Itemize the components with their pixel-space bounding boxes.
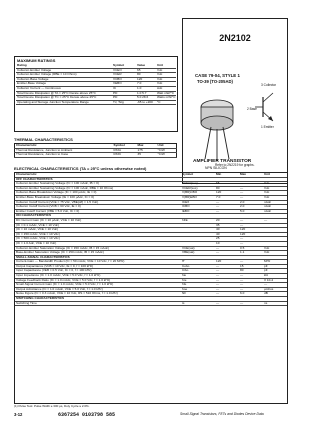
table-cell: Emitter-Base Voltage bbox=[16, 82, 112, 87]
column-header: Max bbox=[137, 144, 157, 149]
table-cell: — bbox=[239, 301, 263, 306]
table-cell: Noise Figure (IC = 0.3 mAdc, VCE = 10 Vdc, RS = 510 Ohms, f = 1.0 kHz) bbox=[15, 292, 181, 297]
table-cell: X 10-4 bbox=[263, 278, 287, 283]
table-cell: — bbox=[215, 269, 239, 274]
package-text: TO-39 (TO-205AD) bbox=[197, 79, 233, 84]
column-header: Rating bbox=[16, 64, 112, 68]
table-cell: — bbox=[215, 209, 239, 214]
table-cell: Collector Cutoff Current (VCE = 75 Vdc, VBE(off) = 1.5 Vdc) bbox=[15, 200, 181, 205]
table-cell: 80 bbox=[136, 73, 156, 78]
table-cell: Vdc bbox=[156, 82, 176, 87]
table-cell: 5.0 bbox=[239, 209, 263, 214]
table-cell: Vdc bbox=[263, 251, 287, 256]
table-cell: Input Impedance (IC = 1.0 mAdc, VCE = 5.0 Vdc, f = 1.0 kHz) bbox=[15, 274, 181, 279]
table-cell: 120 bbox=[136, 77, 156, 82]
table-cell: Vdc bbox=[263, 195, 287, 200]
table-cell: Collector-Base Breakdown Voltage (IC = 100 µAdc, IE = 0) bbox=[15, 191, 181, 196]
table-cell: 120 bbox=[215, 260, 239, 265]
table-cell: Current-Gain — Bandwidth Product (IC = 50 mAdc, VCE = 10 Vdc, f = 20 MHz) bbox=[15, 260, 181, 265]
table-cell: — bbox=[239, 223, 263, 228]
table-cell: — bbox=[215, 205, 239, 210]
column-header: Characteristic bbox=[15, 173, 181, 177]
table-cell: ns bbox=[263, 301, 287, 306]
table-cell: Cobo bbox=[181, 264, 215, 269]
table-cell: — bbox=[215, 287, 239, 292]
table-cell: Collector-Emitter Voltage (RBE = 10 Ohms) bbox=[16, 73, 112, 78]
table-cell: hfe bbox=[181, 283, 215, 288]
table-cell: DC Current Gain (IC = 10 µAdc, VCE = 10 Vdc) bbox=[15, 218, 181, 223]
table-cell: PD bbox=[112, 91, 136, 96]
table-cell: VCBO bbox=[112, 77, 136, 82]
case-text: CASE 79-04, STYLE 1 bbox=[195, 73, 240, 78]
table-cell: 1.0 bbox=[136, 86, 156, 91]
elec-table-box bbox=[14, 172, 288, 404]
table-cell: RθJA bbox=[113, 148, 137, 153]
table-cell: Total Device Dissipation @ TC = 25°C Derate above 25°C bbox=[16, 96, 112, 101]
table-cell: 5.0 28.6 bbox=[136, 96, 156, 101]
table-cell: — bbox=[239, 182, 263, 187]
table-cell: 65 bbox=[136, 68, 156, 73]
table-cell: V(BR)EBO bbox=[181, 195, 215, 200]
table-cell: (IC = 0.1 mAdc, VCE = 10 Vdc) bbox=[15, 223, 181, 228]
table-cell: Collector-Base Voltage bbox=[16, 77, 112, 82]
table-cell: Vdc bbox=[156, 68, 176, 73]
table-cell: 1.1 bbox=[239, 251, 263, 256]
table-cell: °C/W bbox=[157, 153, 177, 158]
table-cell: 35 bbox=[137, 153, 157, 158]
table-cell: 7.0 bbox=[136, 82, 156, 87]
table-cell: Vdc bbox=[263, 182, 287, 187]
table-cell: — bbox=[239, 191, 263, 196]
table-cell: VCER bbox=[112, 73, 136, 78]
table-cell: kΩ bbox=[263, 274, 287, 279]
part-number: 2N2102 bbox=[219, 33, 251, 43]
table-cell: Adc bbox=[156, 86, 176, 91]
table-cell: hoe bbox=[181, 287, 215, 292]
table-cell: VCEO bbox=[112, 68, 136, 73]
section-title: ON CHARACTERISTICS bbox=[15, 214, 287, 219]
table-cell: nAdc bbox=[263, 209, 287, 214]
table-cell: 35 bbox=[215, 223, 239, 228]
table-cell: Base-Emitter Saturation Voltage (IC = 150 mAdc, IB = 15 mAdc) bbox=[15, 251, 181, 256]
table-cell: fT bbox=[181, 260, 215, 265]
part-info-box bbox=[182, 18, 288, 184]
table-cell: — bbox=[239, 218, 263, 223]
max-ratings-box bbox=[14, 56, 178, 132]
column-header: Unit bbox=[157, 144, 177, 149]
table-cell: 7.0 bbox=[215, 195, 239, 200]
table-cell: °C/W bbox=[157, 148, 177, 153]
table-cell: — bbox=[215, 274, 239, 279]
table-cell: Thermal Resistance, Junction to Case bbox=[15, 153, 113, 158]
column-header: Characteristic bbox=[15, 144, 113, 149]
table-cell: Collector-Emitter Sustaining Voltage (IC = 100 mAdc, IB = 0) bbox=[15, 182, 181, 187]
table-cell: Small-Signal Current Gain (IC = 1.0 mAdc, VCE = 5.0 Vdc, f = 1.0 kHz) bbox=[15, 283, 181, 288]
device-title: AMPLIFIER TRANSISTOR bbox=[193, 159, 252, 164]
table-cell: — bbox=[215, 251, 239, 256]
table-cell: Collector-Emitter Saturation Voltage (IC = 150 mAdc, IB = 15 mAdc) bbox=[15, 246, 181, 251]
table-cell: — bbox=[215, 246, 239, 251]
transistor-package-icon bbox=[195, 93, 243, 163]
table-cell: hie bbox=[181, 274, 215, 279]
table-cell: Switching Time bbox=[15, 301, 181, 306]
barcode-text: 6367254 0103798 585 bbox=[58, 412, 116, 418]
table-cell: — bbox=[215, 200, 239, 205]
table-cell: 120 bbox=[239, 228, 263, 233]
table-cell: Collector-Emitter Sustaining Voltage (IC = 100 mAdc, RBE = 10 Ohms) bbox=[15, 186, 181, 191]
table-cell: 65 bbox=[215, 182, 239, 187]
footer-right: Small-Signal Transistors, FETs and Diodes Device Data bbox=[180, 412, 264, 416]
table-cell: PD bbox=[112, 96, 136, 101]
thermal-table bbox=[14, 143, 177, 158]
table-cell: 20 bbox=[215, 218, 239, 223]
table-cell: Total Device Dissipation @ TA = 25°C Derate above 25°C bbox=[16, 91, 112, 96]
table-cell: IC bbox=[112, 86, 136, 91]
table-cell: Watts mW/°C bbox=[157, 95, 176, 100]
table-cell: hre bbox=[181, 278, 215, 283]
table-cell: — bbox=[239, 186, 263, 191]
column-header: Value bbox=[136, 64, 156, 68]
table-cell: pF bbox=[263, 269, 287, 274]
table-cell: Collector Current — Continuous bbox=[16, 86, 112, 91]
table-cell: Vdc bbox=[156, 77, 176, 82]
table-cell: VCE(sat) bbox=[181, 246, 215, 251]
table-cell: 40 bbox=[215, 232, 239, 237]
table-cell: 0.5 bbox=[239, 246, 263, 251]
table-cell: — bbox=[215, 278, 239, 283]
table-cell: — bbox=[239, 283, 263, 288]
table-cell: VCER(sus) bbox=[181, 186, 215, 191]
table-cell: V(BR)CBO bbox=[181, 191, 215, 196]
table-cell: Thermal Resistance, Junction to Ambient bbox=[15, 148, 113, 153]
table-cell: VEBO bbox=[112, 82, 136, 87]
table-cell: — bbox=[239, 237, 263, 242]
table-cell: °C bbox=[156, 100, 176, 105]
table-cell: Vdc bbox=[263, 246, 287, 251]
table-cell: (IC = 150 mAdc, VCE = 10 Vdc) bbox=[15, 232, 181, 237]
footnote: (1) Pulse Test: Pulse Width ≤ 300 µs, Duty Cycle ≤ 2.0%. bbox=[14, 404, 90, 408]
table-cell: — bbox=[239, 241, 263, 246]
table-cell: ts bbox=[181, 301, 215, 306]
table-row bbox=[15, 301, 287, 306]
table-cell: — bbox=[239, 260, 263, 265]
table-row bbox=[15, 153, 177, 158]
table-cell: (IC = 1.0 Adc, VCE = 10 Vdc) bbox=[15, 241, 181, 246]
table-cell: Output Admittance (IC = 1.0 mAdc, VCE = 5.0 Vdc, f = 1.0 kHz) bbox=[15, 287, 181, 292]
pin-collector: 3 Collector bbox=[261, 83, 277, 87]
table-cell: RθJC bbox=[113, 153, 137, 158]
table-cell: dB bbox=[263, 292, 287, 297]
table-cell: Vdc bbox=[156, 73, 176, 78]
table-cell: — bbox=[239, 278, 263, 283]
table-cell: — bbox=[215, 292, 239, 297]
table-cell: hFE bbox=[181, 218, 215, 223]
table-cell: VCEO(sus) bbox=[181, 182, 215, 187]
table-cell: 120 bbox=[215, 191, 239, 196]
table-cell: Operating and Storage Junction Temperature Range bbox=[16, 100, 112, 105]
column-header: Unit bbox=[263, 173, 287, 177]
table-cell: 25 bbox=[215, 237, 239, 242]
table-cell: pF bbox=[263, 264, 287, 269]
table-cell: MHz bbox=[263, 260, 287, 265]
table-cell: ICEX bbox=[181, 200, 215, 205]
table-cell: Emitter-Base Breakdown Voltage (IE = 100 µAdc, IC = 0) bbox=[15, 195, 181, 200]
table-cell: 80 bbox=[239, 269, 263, 274]
table-cell: IEBO bbox=[181, 209, 215, 214]
table-cell: Voltage Feedback Ratio (IC = 1.0 mAdc, VCE = 5.0 Vdc, f = 1.0 kHz) bbox=[15, 278, 181, 283]
elec-table bbox=[15, 173, 287, 306]
table-cell: — bbox=[239, 287, 263, 292]
table-cell: TJ, Tstg bbox=[112, 100, 136, 105]
max-ratings-title: MAXIMUM RATINGS bbox=[17, 58, 56, 63]
table-cell: nAdc bbox=[263, 200, 287, 205]
pin-emitter: 1 Emitter bbox=[261, 125, 274, 129]
table-cell: ICBO bbox=[181, 205, 215, 210]
column-header: Unit bbox=[156, 64, 176, 68]
pin-base: 2 Base bbox=[247, 107, 257, 111]
table-cell: Vdc bbox=[263, 186, 287, 191]
table-cell: (IC = 10 mAdc, VCE = 10 Vdc) bbox=[15, 228, 181, 233]
table-cell: 2.0 bbox=[239, 200, 263, 205]
device-type: NPN SILICON bbox=[205, 166, 227, 170]
column-header: Min bbox=[215, 173, 239, 177]
page-number: 3-12 bbox=[14, 412, 23, 417]
table-cell: nAdc bbox=[263, 205, 287, 210]
table-cell: VBE(sat) bbox=[181, 251, 215, 256]
refer-note: Refer to 2N2219 for graphs. bbox=[215, 163, 255, 167]
column-header: Symbol bbox=[113, 144, 137, 149]
section-title: SWITCHING CHARACTERISTICS bbox=[15, 297, 287, 302]
table-cell: µmhos bbox=[263, 287, 287, 292]
table-cell: 175 bbox=[137, 148, 157, 153]
table-cell: Output Capacitance (VCB = 10 Vdc, IE = 0, f = 100 kHz) bbox=[15, 264, 181, 269]
table-cell: Watt mW/°C bbox=[156, 91, 176, 96]
table-cell: 40 bbox=[215, 228, 239, 233]
table-cell: — bbox=[239, 274, 263, 279]
table-cell: — bbox=[215, 264, 239, 269]
section-title: OFF CHARACTERISTICS bbox=[15, 177, 287, 182]
table-cell: — bbox=[215, 283, 239, 288]
table-cell: 10 bbox=[215, 241, 239, 246]
table-cell: 15 bbox=[239, 264, 263, 269]
table-cell: (IC = 500 mAdc, VCE = 10 Vdc) bbox=[15, 237, 181, 242]
table-cell: — bbox=[215, 301, 239, 306]
table-cell: 2.0 bbox=[239, 205, 263, 210]
table-cell: Vdc bbox=[263, 191, 287, 196]
table-cell: 120 bbox=[239, 232, 263, 237]
thermal-title: THERMAL CHARACTERISTICS bbox=[14, 137, 73, 142]
column-header: Symbol bbox=[181, 173, 215, 177]
column-header: Symbol bbox=[112, 64, 136, 68]
column-header: Max bbox=[239, 173, 263, 177]
table-cell: 1.0 5.7 bbox=[136, 91, 156, 96]
elec-title: ELECTRICAL CHARACTERISTICS (TA = 25°C unless otherwise noted) bbox=[14, 166, 147, 171]
table-cell: Emitter Cutoff Current (VBE = 5.0 Vdc, IC = 0) bbox=[15, 209, 181, 214]
table-cell: -65 to +200 bbox=[136, 100, 156, 105]
table-cell: Input Capacitance (VEB = 0.5 Vdc, IC = 0, f = 100 kHz) bbox=[15, 269, 181, 274]
table-cell: Cibo bbox=[181, 269, 215, 274]
table-row bbox=[16, 100, 176, 105]
table-cell: Collector-Emitter Voltage bbox=[16, 68, 112, 73]
max-ratings-table bbox=[16, 64, 176, 105]
table-cell: NF bbox=[181, 292, 215, 297]
table-cell: Collector Cutoff Current (VCB = 60 Vdc, IE = 0) bbox=[15, 205, 181, 210]
table-cell: 6.0 bbox=[239, 292, 263, 297]
table-cell: — bbox=[263, 283, 287, 288]
table-cell: — bbox=[263, 218, 287, 223]
table-cell: 80 bbox=[215, 186, 239, 191]
table-cell: — bbox=[239, 195, 263, 200]
section-title: SMALL-SIGNAL CHARACTERISTICS bbox=[15, 255, 287, 260]
